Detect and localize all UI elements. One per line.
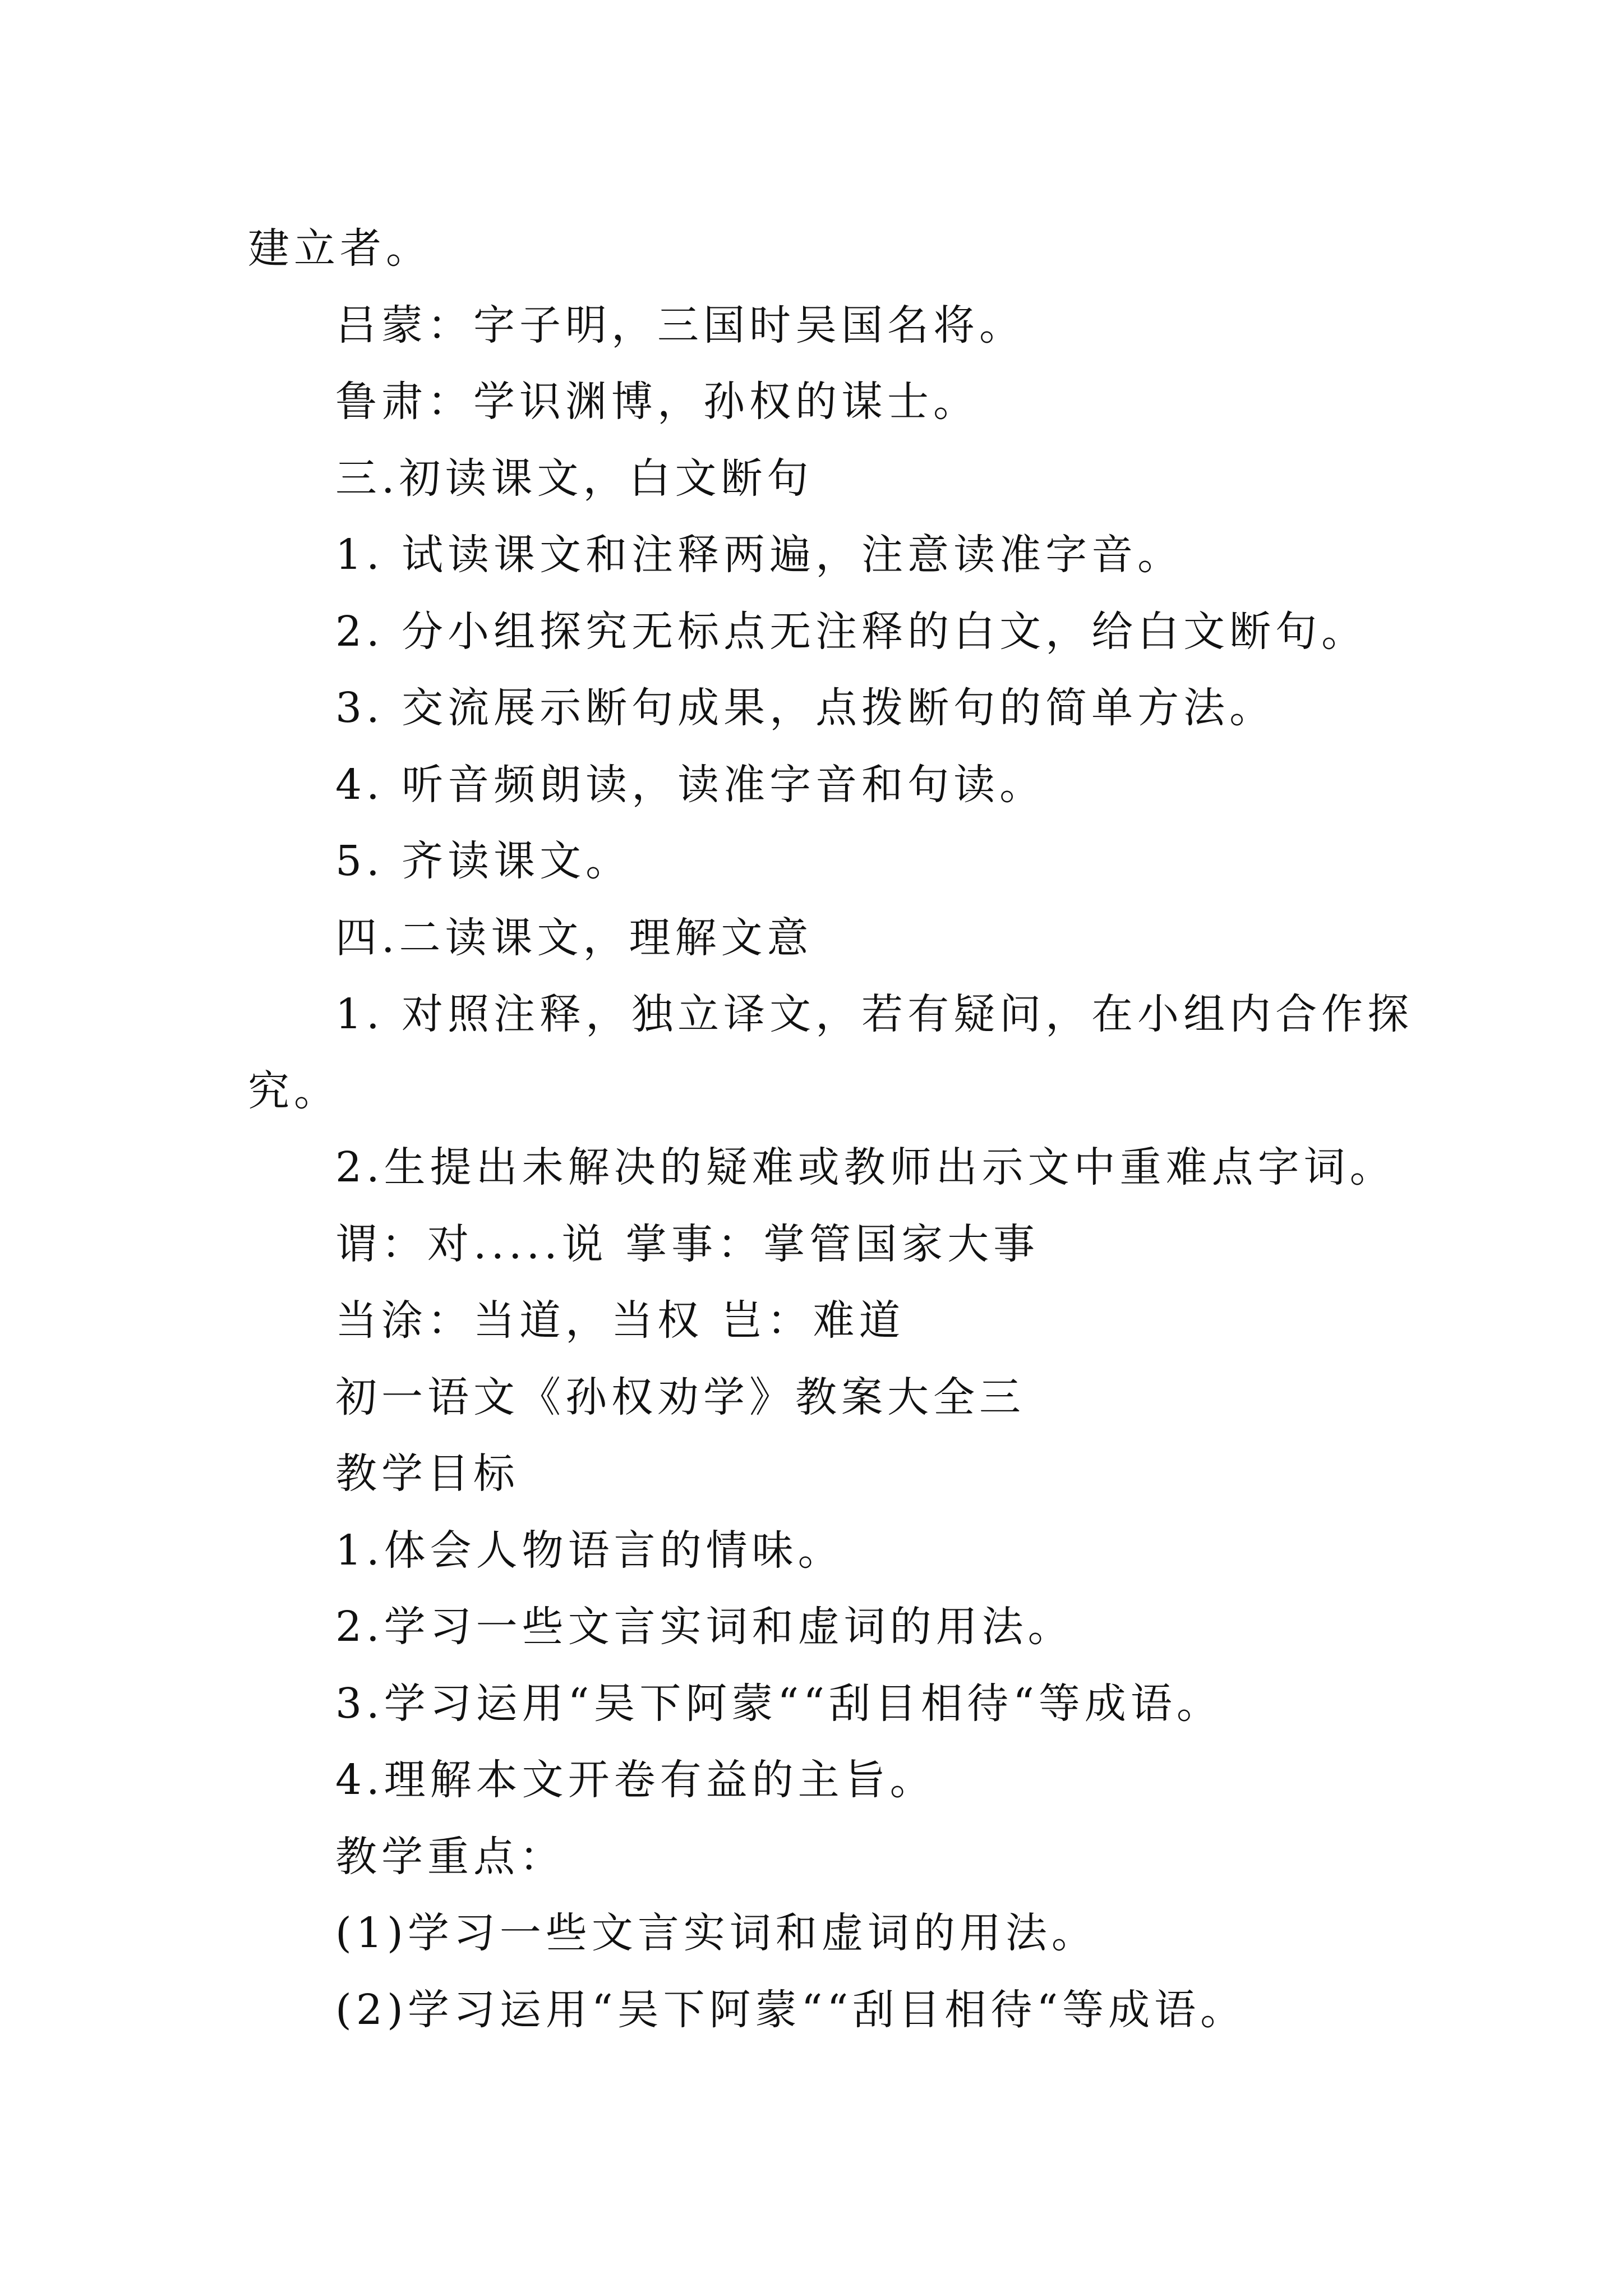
section-heading: 教学目标 [335, 1450, 519, 1498]
list-item: 1. 对照注释，独立译文，若有疑问，在小组内合作探 [335, 990, 1414, 1038]
list-item: (1)学习一些文言实词和虚词的用法。 [335, 1909, 1098, 1957]
list-item: 1.体会人物语言的情味。 [335, 1526, 844, 1575]
text-line: 吕蒙：字子明，三国时吴国名将。 [335, 301, 1025, 349]
list-item: 4. 听音频朗读，读准字音和句读。 [335, 760, 1046, 809]
section-heading: 三.初读课文，白文断句 [335, 454, 813, 503]
section-heading: 教学重点： [335, 1832, 565, 1881]
text-line: 谓：对.....说 掌事：掌管国家大事 [335, 1220, 1040, 1268]
text-line: 鲁肃：学识渊博，孙权的谋士。 [335, 378, 979, 426]
list-item: 2.学习一些文言实词和虚词的用法。 [335, 1603, 1074, 1651]
text-line: 建立者。 [248, 224, 432, 273]
list-item: 5. 齐读课文。 [335, 837, 632, 885]
section-title: 初一语文《孙权劝学》教案大全三 [335, 1373, 1025, 1421]
list-item: 2.生提出未解决的疑难或教师出示文中重难点字词。 [335, 1143, 1396, 1191]
text-line: 当涂：当道，当权 岂：难道 [335, 1296, 905, 1345]
list-item: 3.学习运用“吴下阿蒙““刮目相待“等成语。 [335, 1679, 1223, 1728]
list-item: (2)学习运用“吴下阿蒙““刮目相待“等成语。 [335, 1985, 1247, 2034]
document-body [248, 210, 1414, 2048]
text-line: 究。 [248, 1066, 340, 1115]
list-item: 1. 试读课文和注释两遍，注意读准字音。 [335, 531, 1184, 579]
list-item: 3. 交流展示断句成果，点拨断句的简单方法。 [335, 684, 1276, 732]
list-item: 4.理解本文开卷有益的主旨。 [335, 1756, 936, 1804]
list-item: 2. 分小组探究无标点无注释的白文，给白文断句。 [335, 607, 1368, 656]
section-heading: 四.二读课文，理解文意 [335, 913, 813, 962]
